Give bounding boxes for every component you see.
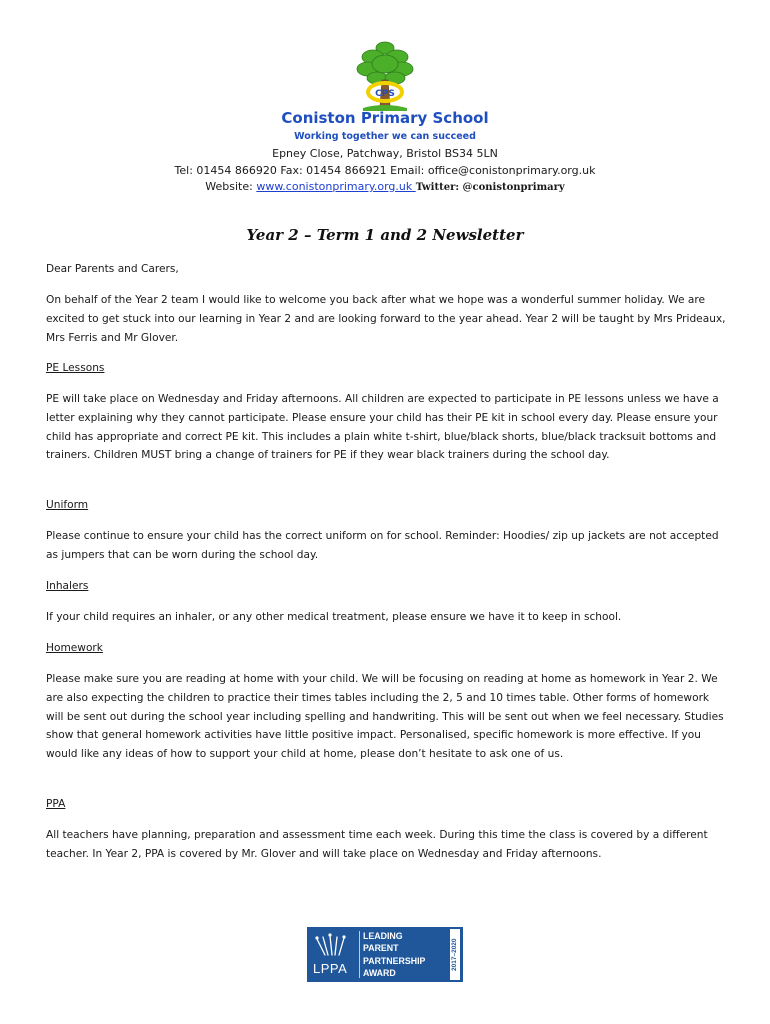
section-heading-ppa: PPA	[46, 798, 66, 810]
website-line	[0, 180, 770, 193]
section-text-pe: PE will take place on Wednesday and Friday afternoons. All children are expected to participate in PE lessons unless we have a letter explaining why they cannot participate. Please ensure your child has their PE kit in school every day. Please ensure your child has appropriate and correct PE kit. This includes a plain white t-shirt, blue/black shorts, blue/black tracksuit bottoms and trainers. Children MUST bring a change of trainers for PE if they wear black trainers during the school day.	[46, 393, 719, 462]
school-logo-tree-icon	[355, 40, 415, 112]
award-line-1: LEADING	[363, 931, 403, 941]
school-contact: Tel: 01454 866920 Fax: 01454 866921 Email: office@conistonprimary.org.uk	[174, 164, 596, 177]
school-address: Epney Close, Patchway, Bristol BS34 5LN	[272, 147, 498, 160]
section-text-homework: Please make sure you are reading at home with your child. We will be focusing on reading at home as homework in Year 2. We are also expecting the children to practice their times tables including the 2, 5 and 10 times table. Other forms of homework will be sent out during the school year including spelling and handwriting. This will be sent out when we feel necessary. Studies show that general homework activities have little positive impact. Personalised, specific homework is more effective. If you would like any ideas of how to support your child at home, please don’t hesitate to ask one of us.	[46, 673, 724, 761]
newsletter-title: Year 2 – Term 1 and 2 Newsletter	[246, 226, 524, 244]
award-years: 2017–2020	[450, 929, 460, 980]
section-text-ppa: All teachers have planning, preparation and assessment time each week. During this time the class is covered by a different teacher. In Year 2, PPA is covered by Mr. Glover and will take place on Wednesday and Friday afternoons.	[46, 829, 708, 860]
section-heading-pe: PE Lessons	[46, 362, 105, 374]
award-line-2: PARENT	[363, 943, 399, 954]
intro-paragraph: On behalf of the Year 2 team I would like to welcome you back after what we hope was a wonderful summer holiday. We are excited to get stuck into our learning in Year 2 and are looking forward to the year ahead. Year 2 will be taught by Mrs Prideaux, Mrs Ferris and Mr Glover.	[46, 294, 726, 344]
award-line-4: AWARD	[363, 968, 396, 979]
section-heading-homework: Homework	[46, 642, 103, 654]
website-link[interactable]: www.conistonprimary.org.uk	[256, 180, 416, 193]
school-name: Coniston Primary School	[281, 109, 489, 127]
logo-letters: CPS	[375, 89, 395, 99]
greeting: Dear Parents and Carers,	[46, 263, 179, 275]
school-motto: Working together we can succeed	[294, 131, 476, 142]
award-line-3: PARTNERSHIP	[363, 955, 426, 966]
lppa-award-badge	[307, 927, 463, 982]
section-heading-inhalers: Inhalers	[46, 580, 89, 592]
award-divider	[359, 931, 360, 978]
twitter-handle: Twitter: @conistonprimary	[415, 182, 565, 193]
section-heading-uniform: Uniform	[46, 499, 89, 511]
section-text-inhalers: If your child requires an inhaler, or any other medical treatment, please ensure we have it to keep in school.	[46, 611, 622, 623]
website-label: Website:	[205, 180, 257, 193]
award-lines	[363, 930, 425, 980]
section-text-uniform: Please continue to ensure your child has the correct uniform on for school. Reminder: Hoodies/ zip up jackets are not accepted as jumpers that can be worn during the school day.	[46, 530, 719, 561]
award-sparks-icon	[313, 933, 353, 961]
award-acronym: LPPA	[313, 961, 348, 976]
